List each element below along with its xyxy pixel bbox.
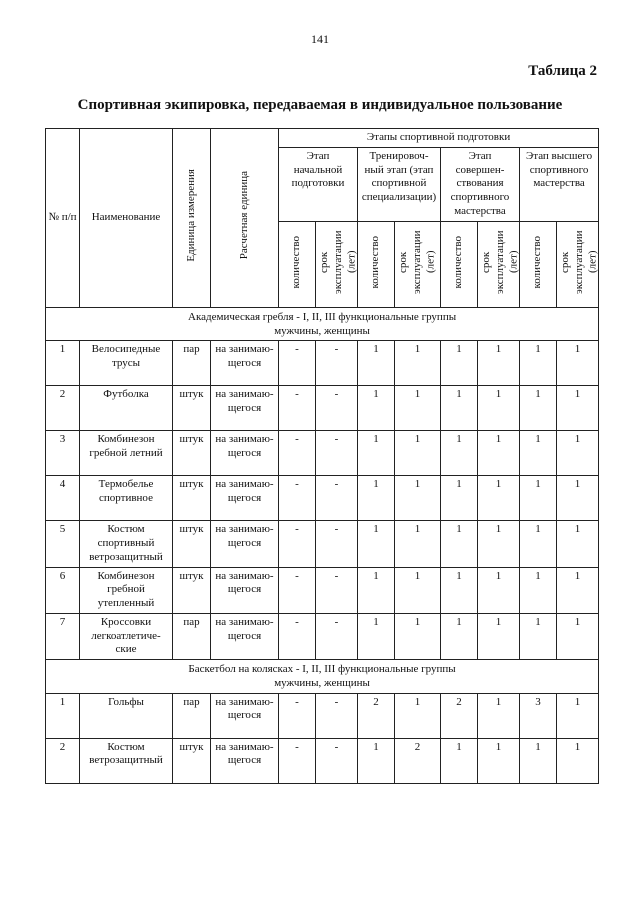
term-value: 1 — [478, 476, 520, 521]
qty-value: 1 — [520, 567, 557, 613]
term-value: 1 — [557, 521, 599, 567]
term-value: - — [316, 431, 358, 476]
term-value: - — [316, 693, 358, 738]
section-title — [46, 307, 599, 341]
section-title-line2: мужчины, женщины — [274, 676, 370, 689]
row-num: 7 — [46, 613, 80, 659]
term-value: 1 — [557, 613, 599, 659]
qty-value: 1 — [358, 738, 395, 783]
term-value: - — [316, 476, 358, 521]
section-header — [46, 307, 599, 341]
header-qty: количество — [358, 221, 395, 307]
item-name: Костюм спортивный ветрозащитный — [80, 521, 173, 567]
term-value: 1 — [478, 521, 520, 567]
qty-value: 1 — [358, 386, 395, 431]
table-row — [46, 521, 599, 567]
qty-value: 2 — [441, 693, 478, 738]
item-name: Термобелье спортивное — [80, 476, 173, 521]
qty-value: 1 — [358, 431, 395, 476]
term-value: 1 — [557, 386, 599, 431]
term-value: 1 — [395, 693, 441, 738]
item-name: Кроссовки легкоатлетиче-ские — [80, 613, 173, 659]
qty-value: 1 — [520, 431, 557, 476]
qty-value: - — [279, 521, 316, 567]
qty-value: 1 — [441, 567, 478, 613]
qty-value: - — [279, 431, 316, 476]
header-qty: количество — [279, 221, 316, 307]
section-header — [46, 660, 599, 694]
calc-unit: на занимаю-щегося — [211, 613, 279, 659]
term-value: 1 — [557, 476, 599, 521]
term-value: - — [316, 341, 358, 386]
qty-value: 1 — [358, 476, 395, 521]
item-name: Костюм ветрозащитный — [80, 738, 173, 783]
unit: пар — [173, 613, 211, 659]
header-term: срок эксплуатации (лет) — [478, 221, 520, 307]
unit: штук — [173, 431, 211, 476]
qty-value: 1 — [520, 738, 557, 783]
calc-unit: на занимаю-щегося — [211, 386, 279, 431]
term-value: - — [316, 567, 358, 613]
section-title-line1: Академическая гребля - I, II, III функциональные группы — [188, 310, 457, 323]
table-row — [46, 738, 599, 783]
term-value: 1 — [557, 693, 599, 738]
row-num: 1 — [46, 341, 80, 386]
header-stages-title: Этапы спортивной подготовки — [279, 129, 599, 148]
unit: штук — [173, 521, 211, 567]
item-name: Гольфы — [80, 693, 173, 738]
header-term: срок эксплуатации (лет) — [316, 221, 358, 307]
qty-value: 1 — [358, 521, 395, 567]
qty-value: - — [279, 341, 316, 386]
row-num: 4 — [46, 476, 80, 521]
qty-value: 1 — [520, 341, 557, 386]
term-value: 2 — [395, 738, 441, 783]
qty-value: - — [279, 693, 316, 738]
term-value: 1 — [395, 341, 441, 386]
header-qty: количество — [520, 221, 557, 307]
qty-value: 1 — [441, 738, 478, 783]
header-calc-unit: Расчетная единица — [211, 129, 279, 308]
term-value: 1 — [557, 567, 599, 613]
term-value: - — [316, 738, 358, 783]
qty-value: 1 — [358, 613, 395, 659]
term-value: 1 — [395, 476, 441, 521]
table-row — [46, 431, 599, 476]
item-name: Комбинезон гребной утепленный — [80, 567, 173, 613]
unit: штук — [173, 567, 211, 613]
calc-unit: на занимаю-щегося — [211, 521, 279, 567]
row-num: 2 — [46, 386, 80, 431]
table-row — [46, 693, 599, 738]
qty-value: 1 — [441, 613, 478, 659]
unit: пар — [173, 341, 211, 386]
table-row — [46, 476, 599, 521]
table-label: Таблица 2 — [528, 63, 597, 79]
qty-value: - — [279, 386, 316, 431]
term-value: - — [316, 521, 358, 567]
term-value: 1 — [395, 431, 441, 476]
qty-value: - — [279, 613, 316, 659]
calc-unit: на занимаю-щегося — [211, 738, 279, 783]
header-stage-4: Этап высшего спортивного мастерства — [520, 147, 599, 221]
qty-value: 1 — [520, 521, 557, 567]
row-num: 6 — [46, 567, 80, 613]
equipment-table — [45, 128, 599, 784]
term-value: 1 — [557, 341, 599, 386]
page-number: 141 — [311, 32, 329, 46]
qty-value: 3 — [520, 693, 557, 738]
qty-value: 1 — [441, 386, 478, 431]
term-value: 1 — [478, 386, 520, 431]
calc-unit: на занимаю-щегося — [211, 693, 279, 738]
qty-value: 1 — [520, 613, 557, 659]
table-row — [46, 613, 599, 659]
qty-value: - — [279, 567, 316, 613]
qty-value: 1 — [441, 341, 478, 386]
calc-unit: на занимаю-щегося — [211, 567, 279, 613]
section-title-line2: мужчины, женщины — [274, 324, 370, 337]
document-title: Спортивная экипировка, передаваемая в индивидуальное пользование — [77, 97, 563, 113]
unit: штук — [173, 386, 211, 431]
header-stage-2: Тренировоч-ный этап (этап спортивной специализации) — [358, 147, 441, 221]
qty-value: 2 — [358, 693, 395, 738]
item-name: Футболка — [80, 386, 173, 431]
term-value: 1 — [478, 613, 520, 659]
header-qty: количество — [441, 221, 478, 307]
section-title — [46, 660, 599, 694]
qty-value: 1 — [441, 521, 478, 567]
table-row — [46, 386, 599, 431]
term-value: 1 — [395, 386, 441, 431]
header-unit: Единица измерения — [173, 129, 211, 308]
term-value: 1 — [478, 431, 520, 476]
qty-value: 1 — [441, 431, 478, 476]
qty-value: 1 — [441, 476, 478, 521]
term-value: 1 — [478, 738, 520, 783]
header-name: Наименование — [80, 129, 173, 308]
unit: штук — [173, 738, 211, 783]
qty-value: 1 — [520, 386, 557, 431]
item-name: Комбинезон гребной летний — [80, 431, 173, 476]
table-row — [46, 341, 599, 386]
item-name: Велосипедные трусы — [80, 341, 173, 386]
term-value: 1 — [478, 567, 520, 613]
unit: пар — [173, 693, 211, 738]
header-term: срок эксплуатации (лет) — [395, 221, 441, 307]
term-value: 1 — [395, 567, 441, 613]
calc-unit: на занимаю-щегося — [211, 431, 279, 476]
term-value: - — [316, 386, 358, 431]
qty-value: - — [279, 476, 316, 521]
header-num: № п/п — [46, 129, 80, 308]
qty-value: 1 — [358, 567, 395, 613]
term-value: 1 — [557, 738, 599, 783]
term-value: 1 — [395, 613, 441, 659]
unit: штук — [173, 476, 211, 521]
term-value: 1 — [557, 431, 599, 476]
qty-value: - — [279, 738, 316, 783]
section-title-line1: Баскетбол на колясках - I, II, III функциональные группы — [188, 663, 456, 675]
qty-value: 1 — [520, 476, 557, 521]
term-value: - — [316, 613, 358, 659]
header-stage-3: Этап совершен-ствования спортивного мастерства — [441, 147, 520, 221]
table-body — [46, 307, 599, 783]
calc-unit: на занимаю-щегося — [211, 341, 279, 386]
row-num: 2 — [46, 738, 80, 783]
term-value: 1 — [395, 521, 441, 567]
row-num: 3 — [46, 431, 80, 476]
term-value: 1 — [478, 341, 520, 386]
header-term: срок эксплуатации (лет) — [557, 221, 599, 307]
qty-value: 1 — [358, 341, 395, 386]
row-num: 1 — [46, 693, 80, 738]
table-row — [46, 567, 599, 613]
header-stage-1: Этап начальной подготовки — [279, 147, 358, 221]
term-value: 1 — [478, 693, 520, 738]
calc-unit: на занимаю-щегося — [211, 476, 279, 521]
row-num: 5 — [46, 521, 80, 567]
